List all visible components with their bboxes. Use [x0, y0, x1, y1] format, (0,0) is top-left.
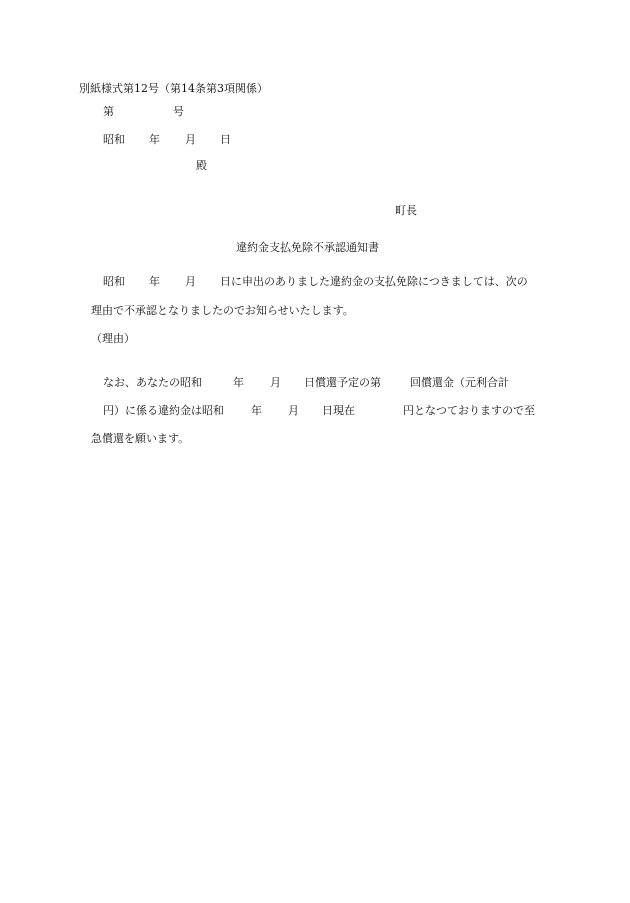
p2-l2-year: 年	[251, 404, 262, 417]
p2-l1-month: 月	[270, 376, 281, 389]
form-header: 別紙様式第12号（第14条第3項関係）	[79, 82, 268, 95]
p2-l1-year: 年	[233, 376, 244, 389]
date-month: 月	[185, 133, 196, 146]
p1-era: 昭和	[103, 275, 125, 288]
document-title: 違約金支払免除不承認通知書	[236, 241, 379, 254]
p2-l2-tail: 円となつておりますので至	[403, 404, 535, 417]
number-prefix: 第	[103, 105, 114, 118]
p2-l1-mid: 日償還予定の第	[304, 376, 381, 389]
p1-year: 年	[149, 275, 160, 288]
p2-l3: 急償還を願います。	[91, 432, 190, 445]
p2-l1-tail: 回償還金（元利合計	[410, 376, 509, 389]
date-day: 日	[220, 133, 231, 146]
addressee-suffix: 殿	[196, 159, 207, 172]
date-era: 昭和	[103, 133, 125, 146]
reason-label: （理由）	[91, 332, 135, 345]
p1-month: 月	[185, 275, 196, 288]
p2-l2-month: 月	[288, 404, 299, 417]
p1-line2: 理由で不承認となりましたのでお知らせいたします。	[91, 304, 354, 317]
p2-l1-lead: なお、あなたの昭和	[103, 376, 202, 389]
p2-l2-lead: 円）に係る違約金は昭和	[103, 404, 224, 417]
date-year: 年	[149, 133, 160, 146]
p2-l2-mid: 日現在	[322, 404, 355, 417]
p1-rest: 日に申出のありました違約金の支払免除につきましては、次の	[220, 275, 528, 288]
number-suffix: 号	[173, 105, 184, 118]
issuer: 町長	[395, 204, 417, 217]
